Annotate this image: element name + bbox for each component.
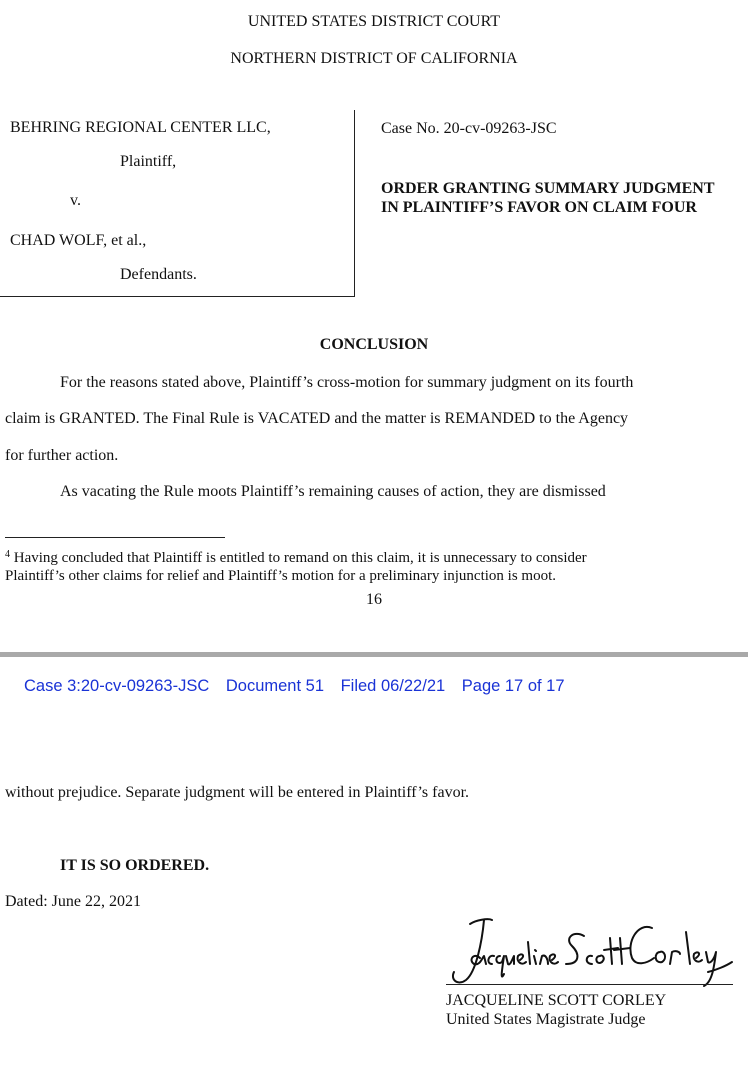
body-line: For the reasons stated above, Plaintiff’s cross-motion for summary judgment on its fourth: [60, 374, 634, 391]
header-filed: Filed 06/22/21: [340, 677, 446, 695]
plaintiff-name: BEHRING REGIONAL CENTER LLC,: [10, 119, 271, 136]
signature-line: [446, 984, 733, 985]
footnote-number: 4: [5, 549, 10, 560]
body-line: claim is GRANTED. The Final Rule is VACATED and the matter is REMANDED to the Agency: [5, 410, 629, 427]
judge-name: JACQUELINE SCOTT CORLEY: [446, 992, 667, 1009]
dated: Dated: June 22, 2021: [5, 893, 141, 910]
so-ordered: IT IS SO ORDERED.: [60, 857, 210, 874]
case-number: Case No. 20-cv-09263-JSC: [381, 120, 557, 137]
filing-header: [24, 677, 577, 696]
header-case: Case 3:20-cv-09263-JSC: [24, 677, 210, 695]
defendant-role: Defendants.: [120, 266, 197, 283]
defendant-name: CHAD WOLF, et al.,: [10, 232, 147, 249]
versus: v.: [70, 192, 81, 209]
conclusion-heading: CONCLUSION: [319, 336, 429, 353]
page-number: 16: [366, 591, 382, 608]
court-district: NORTHERN DISTRICT OF CALIFORNIA: [230, 50, 518, 67]
continuation-text: without prejudice. Separate judgment will be entered in Plaintiff’s favor.: [5, 784, 470, 801]
plaintiff-role: Plaintiff,: [120, 153, 177, 170]
header-document: Document 51: [225, 677, 324, 695]
page-separator: [0, 652, 748, 657]
body-line: As vacating the Rule moots Plaintiff’s remaining causes of action, they are dismissed: [60, 483, 606, 500]
footnote-rule: [5, 537, 225, 538]
footnote-line: Plaintiff’s other claims for relief and Plaintiff’s motion for a preliminary injunction is moot.: [5, 568, 557, 584]
judge-title: United States Magistrate Judge: [446, 1011, 646, 1028]
order-title: ORDER GRANTING SUMMARY JUDGMENT IN PLAINTIFF’S FAVOR ON CLAIM FOUR: [381, 180, 715, 216]
body-line: for further action.: [5, 447, 119, 464]
header-page: Page 17 of 17: [461, 677, 565, 695]
footnote-text: Having concluded that Plaintiff is entitled to remand on this claim, it is unnecessary to consider: [10, 550, 587, 566]
footnote-line: [5, 549, 587, 567]
court-name: UNITED STATES DISTRICT COURT: [247, 13, 501, 30]
